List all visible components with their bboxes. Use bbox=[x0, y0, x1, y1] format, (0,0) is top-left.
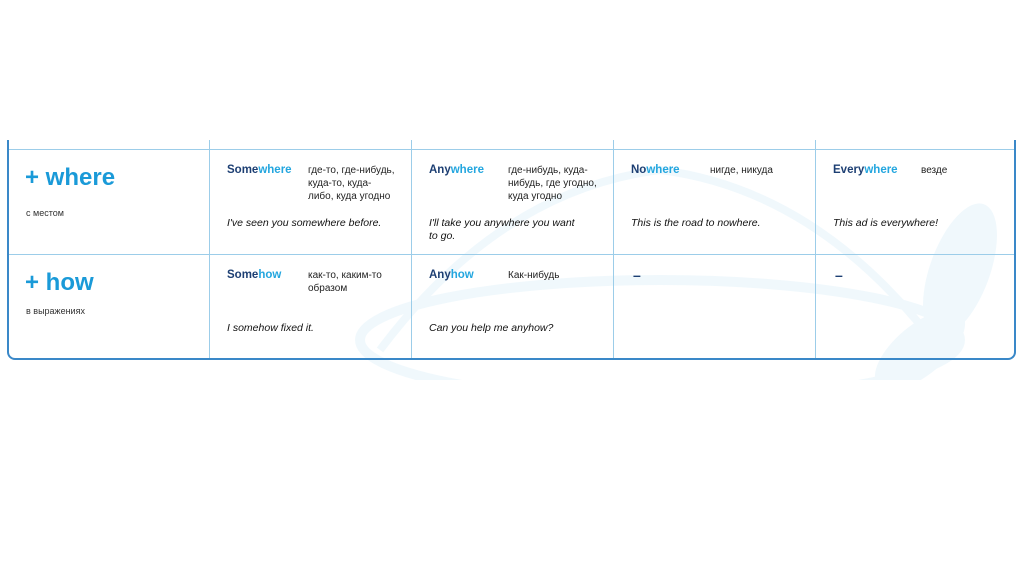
example-sentence: Can you help me anyhow? bbox=[429, 322, 554, 334]
table-top-strip-cell bbox=[210, 140, 412, 150]
table-cell-nowhere bbox=[614, 150, 816, 255]
table-top-strip-cell bbox=[9, 140, 210, 150]
example-sentence: I've seen you somewhere before. bbox=[227, 217, 382, 229]
translation-text: где-нибудь, куда- нибудь, где угодно, куда угодно bbox=[508, 165, 597, 202]
row-header-how bbox=[9, 255, 210, 358]
pronoun-word: Everywhere bbox=[833, 164, 898, 176]
table-cell-anyhow bbox=[412, 255, 614, 358]
empty-dash: – bbox=[633, 267, 641, 283]
example-sentence: I somehow fixed it. bbox=[227, 322, 314, 334]
empty-dash: – bbox=[835, 267, 843, 283]
table-cell-empty bbox=[816, 255, 1014, 358]
translation-text: где-то, где-нибудь, куда-то, куда- либо, куда угодно bbox=[308, 165, 395, 202]
table-top-strip-cell bbox=[614, 140, 816, 150]
translation-text: Как-нибудь bbox=[508, 270, 560, 281]
table-grid bbox=[9, 140, 1014, 358]
row-title: + how bbox=[25, 269, 94, 296]
pronoun-word: Somehow bbox=[227, 269, 282, 281]
table-top-strip-cell bbox=[816, 140, 1014, 150]
table-cell-everywhere bbox=[816, 150, 1014, 255]
table-cell-somewhere bbox=[210, 150, 412, 255]
table-cell-anywhere bbox=[412, 150, 614, 255]
translation-text: нигде, никуда bbox=[710, 165, 773, 176]
pronoun-table bbox=[7, 140, 1016, 360]
example-sentence: I'll take you anywhere you want to go. bbox=[429, 217, 575, 242]
row-title: + where bbox=[25, 164, 116, 191]
table-top-strip-cell bbox=[412, 140, 614, 150]
row-header-where bbox=[9, 150, 210, 255]
table-cell-somehow bbox=[210, 255, 412, 358]
row-subtitle: в выражениях bbox=[26, 306, 85, 316]
example-sentence: This is the road to nowhere. bbox=[631, 217, 761, 229]
pronoun-word: Somewhere bbox=[227, 164, 292, 176]
translation-text: как-то, каким-то образом bbox=[308, 270, 382, 294]
translation-text: везде bbox=[921, 165, 948, 176]
pronoun-word: Anywhere bbox=[429, 164, 484, 176]
row-subtitle: с местом bbox=[26, 208, 64, 218]
pronoun-word: Nowhere bbox=[631, 164, 680, 176]
table-cell-empty bbox=[614, 255, 816, 358]
pronoun-word: Anyhow bbox=[429, 269, 474, 281]
example-sentence: This ad is everywhere! bbox=[833, 217, 939, 229]
